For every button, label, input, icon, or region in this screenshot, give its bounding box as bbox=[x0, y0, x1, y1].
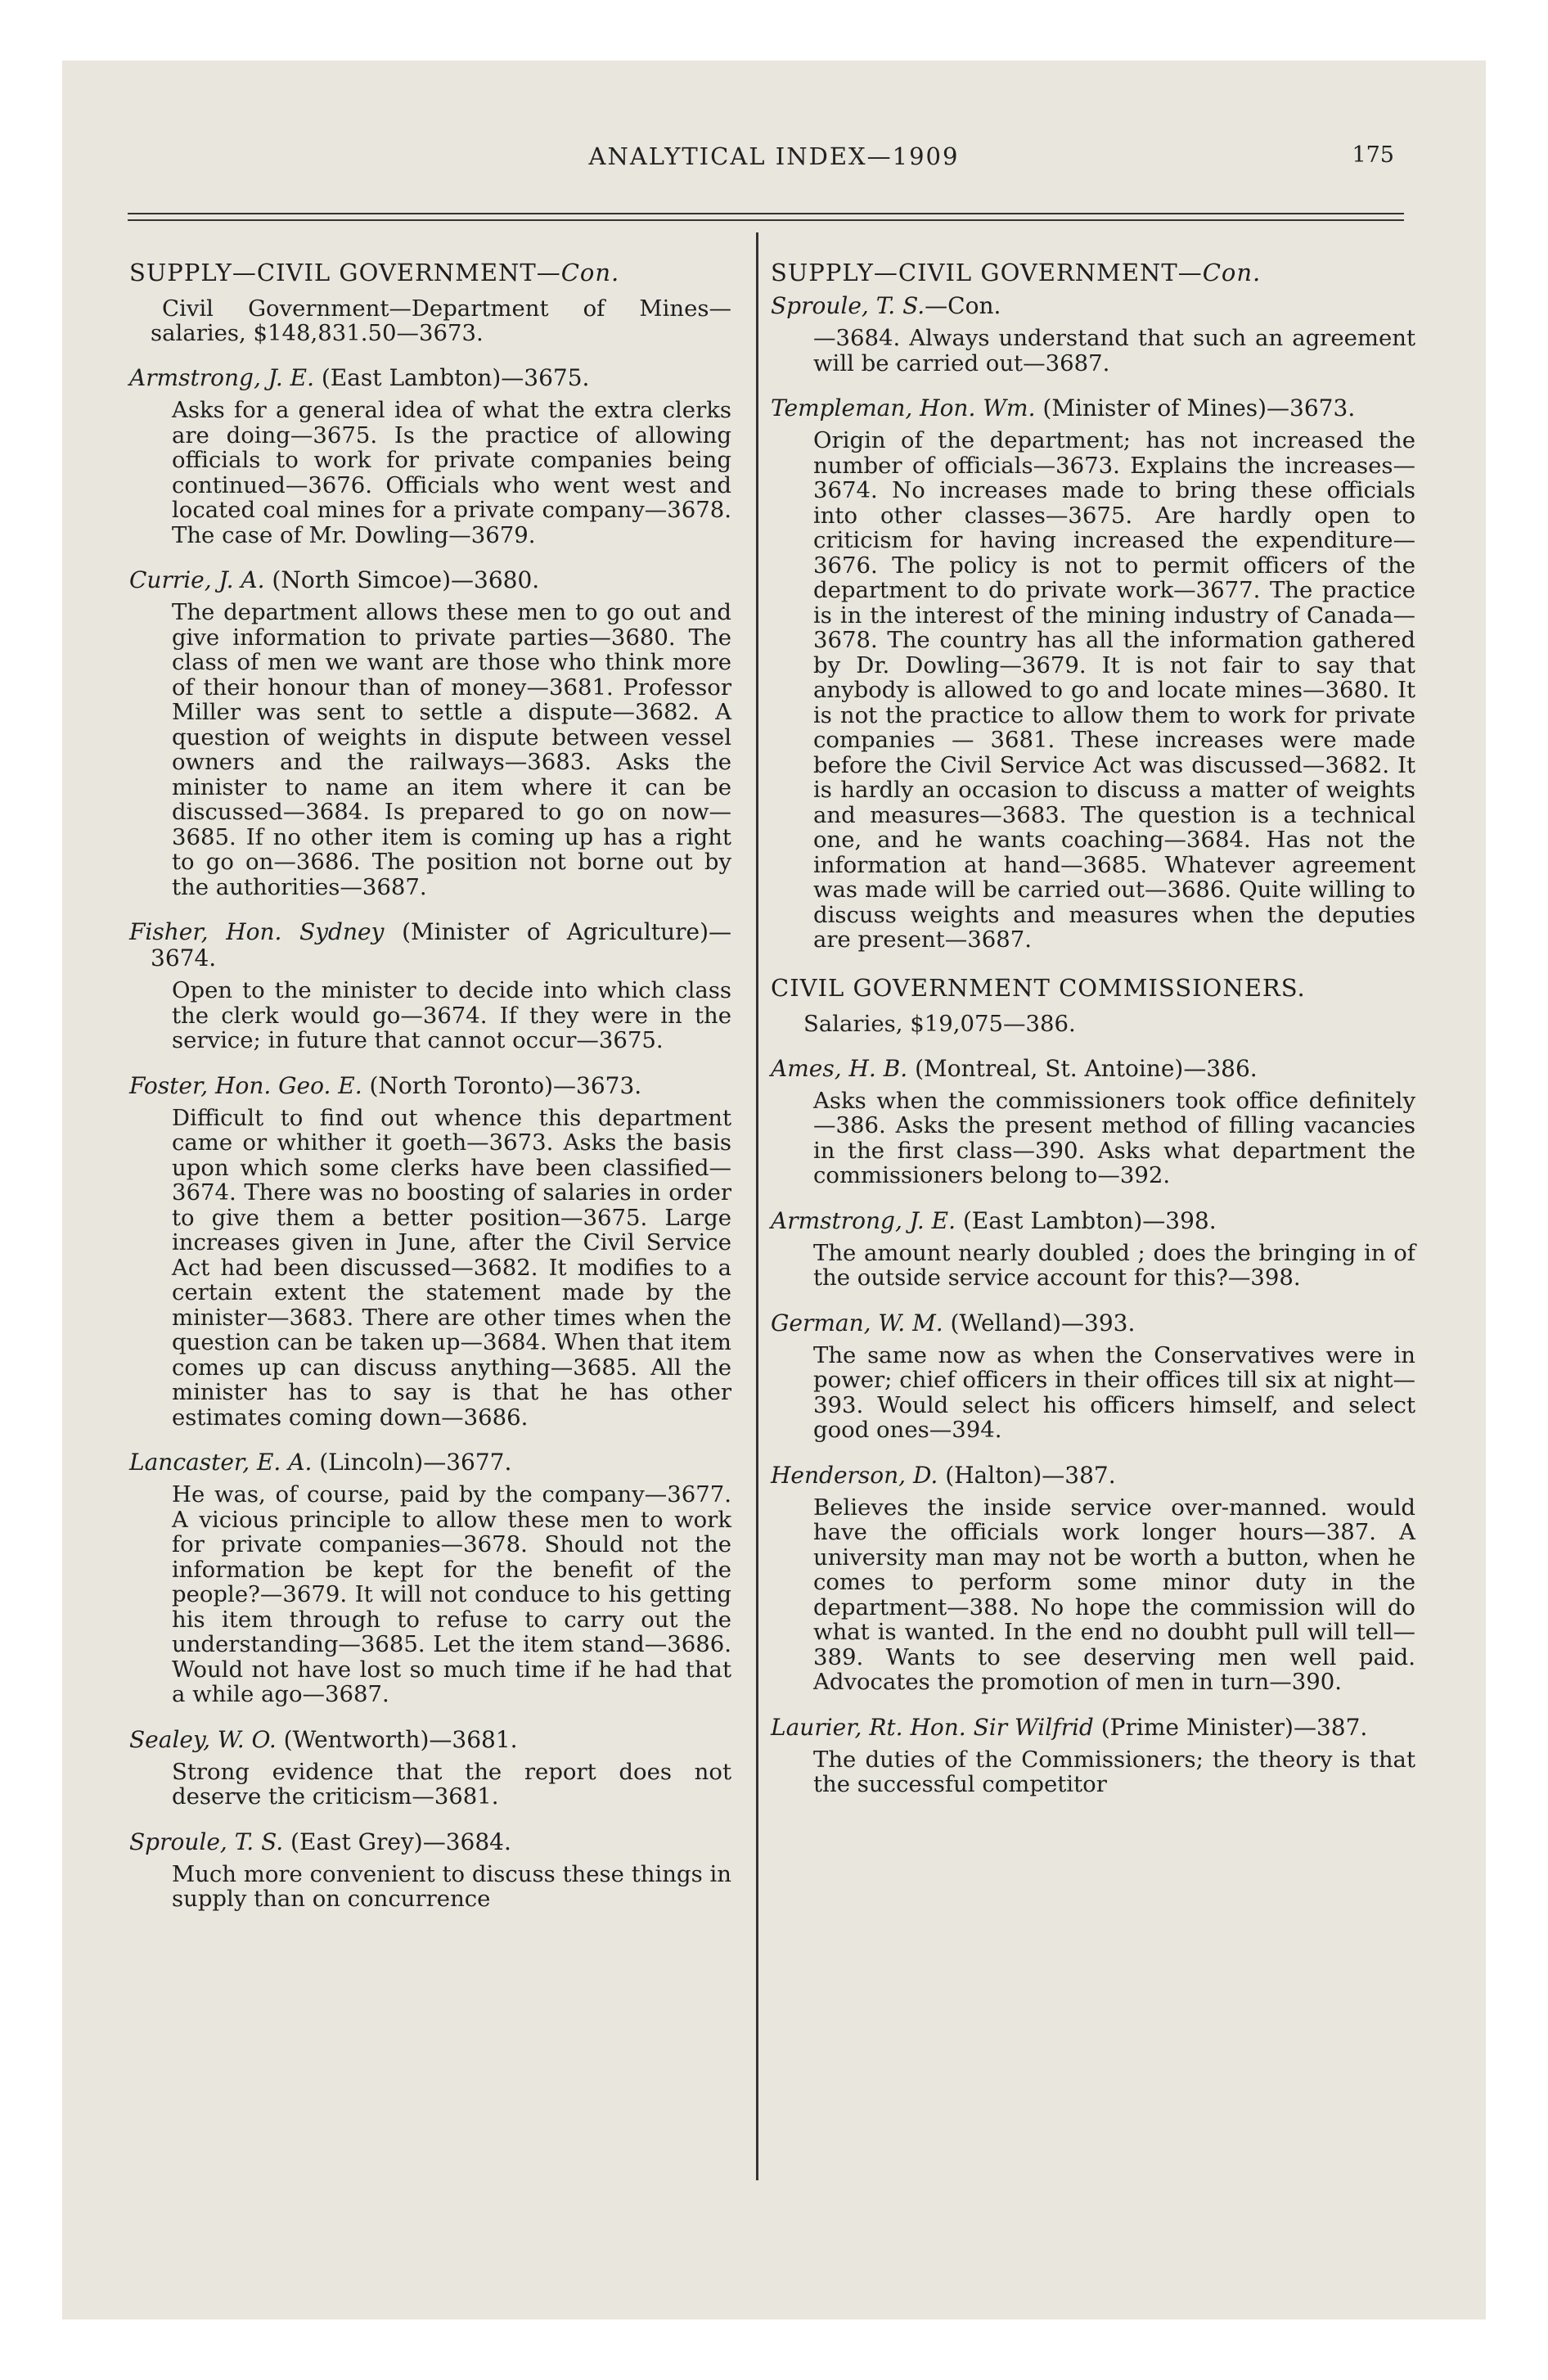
entry-body: The same now as when the Conservatives were in power; chief officers in their offices till six at night—393. Would select his officers himself, and select good ones—394. bbox=[813, 1341, 1415, 1443]
section-heading bbox=[771, 259, 1415, 286]
index-entry bbox=[771, 395, 1415, 953]
speaker-detail: (East Grey)—3684. bbox=[283, 1828, 511, 1855]
section-salaries: Salaries, $19,075—386. bbox=[803, 1010, 1076, 1037]
index-entry bbox=[129, 1829, 731, 1912]
index-entry bbox=[129, 1449, 731, 1707]
section-cont: Con. bbox=[560, 259, 620, 286]
index-entry bbox=[771, 1715, 1415, 1797]
entry-head bbox=[129, 919, 731, 971]
speaker-name: Lancaster, E. A. bbox=[129, 1449, 313, 1476]
speaker-detail: (Montreal, St. Antoine)—386. bbox=[907, 1054, 1258, 1082]
speaker-name: Templeman, Hon. Wm. bbox=[771, 394, 1036, 421]
index-entry bbox=[129, 365, 731, 548]
speaker-name: Fisher, Hon. Sydney bbox=[129, 918, 385, 945]
index-entry bbox=[129, 919, 731, 1053]
speaker-name: Laurier, Rt. Hon. Sir Wilfrid bbox=[771, 1713, 1094, 1741]
entry-head bbox=[771, 1208, 1415, 1234]
speaker-detail: (Prime Minister)—387. bbox=[1093, 1713, 1368, 1741]
section-title: SUPPLY—CIVIL GOVERNMENT— bbox=[771, 259, 1203, 286]
entry-body: Asks for a general idea of what the extra clerks are doing—3675. Is the practice of allowing officials to work for private companies being continued—3676. Officials who went west and located coal mines for a private company—3678. The case of Mr. Dowling—3679. bbox=[172, 397, 731, 548]
speaker-detail: —Con. bbox=[925, 292, 1001, 319]
index-entry bbox=[771, 1463, 1415, 1695]
entry-body: The department allows these men to go out and give information to private parties—3680. The class of men we want are those who think more of their honour than of money—3681. Professor Miller was sent to settle a dispute—3682. A question of weights in dispute between vessel owners and the railways—3683. Asks the minister to name an item where it can be discussed—3684. Is prepared to go on now—3685. If no other item is coming up has a right to go on—3686. The position not borne out by the authorities—3687. bbox=[172, 599, 731, 900]
column-divider bbox=[756, 232, 758, 2180]
section-cont: Con. bbox=[1202, 259, 1262, 286]
entry-head bbox=[129, 1727, 731, 1753]
speaker-name: Sealey, W. O. bbox=[129, 1725, 277, 1753]
speaker-detail: (Minister of Agriculture)—3674. bbox=[151, 918, 732, 971]
index-entry bbox=[129, 1073, 731, 1431]
entry-head bbox=[771, 1463, 1415, 1489]
speaker-detail: (Wentworth)—3681. bbox=[276, 1725, 518, 1753]
index-entry bbox=[129, 1727, 731, 1810]
section-heading bbox=[129, 259, 731, 286]
section-title: SUPPLY—CIVIL GOVERNMENT— bbox=[129, 259, 561, 286]
entry-body: He was, of course, paid by the company—3677. A vicious principle to allow these men to work for private companies—3678. Should not the information be kept for the benefit of the people?—3679. It will not conduce to his getting his item through to refuse to carry out the understanding—3685. Let the item stand—3686. Would not have lost so much time if he had that a while ago—3687. bbox=[172, 1481, 731, 1707]
header-double-rule bbox=[128, 213, 1404, 221]
speaker-detail: (Halton)—387. bbox=[938, 1461, 1116, 1489]
entry-body: The amount nearly doubled ; does the bringing in of the outside service account for this?—398. bbox=[813, 1239, 1415, 1291]
speaker-detail: (Minister of Mines)—3673. bbox=[1035, 394, 1356, 421]
entry-head bbox=[129, 365, 731, 391]
left-column bbox=[129, 242, 731, 1912]
speaker-name: Currie, J. A. bbox=[129, 566, 265, 593]
speaker-name: Ames, H. B. bbox=[771, 1054, 908, 1082]
page-header bbox=[62, 142, 1486, 182]
entry-head bbox=[771, 1715, 1415, 1741]
speaker-detail: (Welland)—393. bbox=[943, 1309, 1136, 1336]
index-entry bbox=[129, 567, 731, 899]
speaker-detail: (East Lambton)—3675. bbox=[313, 364, 590, 391]
entry-body: The duties of the Commissioners; the theory is that the successful competitor bbox=[813, 1746, 1415, 1797]
index-entry-continued bbox=[771, 293, 1415, 376]
entry-head bbox=[129, 1073, 731, 1099]
right-column bbox=[771, 242, 1415, 1797]
entry-body: Open to the minister to decide into which class the clerk would go—3674. If they were in the service; in future that cannot occur—3675. bbox=[172, 977, 731, 1053]
entry-head bbox=[771, 395, 1415, 421]
speaker-name: Armstrong, J. E. bbox=[129, 364, 314, 391]
entry-body: Difficult to find out whence this department came or whither it goeth—3673. Asks the basis upon which some clerks have been classified—3674. There was no boosting of salaries in order to give them a better position—3675. Large increases given in June, after the Civil Service Act had been discussed—3682. It modifies to a certain extent the statement made by the minister—3683. There are other times when the question can be taken up—3684. When that item comes up can discuss anything—3685. All the minister has to say is that he has other estimates coming down—3686. bbox=[172, 1104, 731, 1431]
speaker-name: German, W. M. bbox=[771, 1309, 943, 1336]
speaker-detail: (North Simcoe)—3680. bbox=[264, 566, 540, 593]
entry-body: Strong evidence that the report does not deserve the criticism—3681. bbox=[172, 1758, 731, 1810]
page-number: 175 bbox=[1352, 142, 1394, 168]
scanned-page bbox=[62, 61, 1486, 2319]
speaker-detail: (North Toronto)—3673. bbox=[362, 1071, 642, 1099]
speaker-name: Armstrong, J. E. bbox=[771, 1206, 956, 1234]
index-entry bbox=[771, 1310, 1415, 1443]
entry-body: —3684. Always understand that such an agreement will be carried out—3687. bbox=[813, 325, 1415, 376]
entry-body: Asks when the commissioners took office definitely—386. Asks the present method of filling vacancies in the first class—390. Asks what department the commissioners belong to—392. bbox=[813, 1087, 1415, 1188]
speaker-name: Henderson, D. bbox=[771, 1461, 938, 1489]
speaker-detail: (East Lambton)—398. bbox=[955, 1206, 1217, 1234]
index-entry bbox=[771, 1056, 1415, 1188]
section-heading-commissioners: CIVIL GOVERNMENT COMMISSIONERS. bbox=[771, 973, 1306, 1002]
speaker-name: Sproule, T. S. bbox=[129, 1828, 284, 1855]
entry-head bbox=[129, 567, 731, 593]
running-title: ANALYTICAL INDEX—1909 bbox=[588, 142, 960, 170]
entry-body: Much more convenient to discuss these things in supply than on concurrence bbox=[172, 1860, 731, 1912]
entry-head bbox=[771, 1310, 1415, 1336]
section-intro: Civil Government—Department of Mines—salaries, $148,831.50—3673. bbox=[151, 295, 731, 346]
entry-head bbox=[129, 1449, 731, 1476]
entry-head bbox=[129, 1829, 731, 1855]
entry-head bbox=[771, 1056, 1415, 1082]
entry-body: Origin of the department; has not increased the number of officials—3673. Explains the increases—3674. No increases made to bring these officials into other classes—3675. Are hardly open to criticism for having increased the expenditure—3676. The policy is not to permit officers of the department to do private work—3677. The practice is in the interest of the mining industry of Canada—3678. The country has all the information gathered by Dr. Dowling—3679. It is not fair to say that anybody is allowed to go and locate mines—3680. It is not the practice to allow them to work for private companies — 3681. These increases were made before the Civil Service Act was discussed—3682. It is hardly an occasion to discuss a matter of weights and measures—3683. The question is a technical one, and he wants coaching—3684. Has not the information at hand—3685. Whatever agreement was made will be carried out—3686. Quite willing to discuss weights and measures when the deputies are present—3687. bbox=[813, 427, 1415, 953]
speaker-detail: (Lincoln)—3677. bbox=[312, 1449, 512, 1476]
entry-body: Believes the inside service over-manned. would have the officials work longer hours—387. A university man may not be worth a button, when he comes to perform some minor duty in the department—388. No hope the commission will do what is wanted. In the end no doubht pull will tell—389. Wants to see deserving men well paid. Advocates the promotion of men in turn—390. bbox=[813, 1494, 1415, 1695]
speaker-name: Foster, Hon. Geo. E. bbox=[129, 1071, 362, 1099]
speaker-name: Sproule, T. S. bbox=[771, 292, 925, 319]
index-entry bbox=[771, 1208, 1415, 1291]
entry-head bbox=[771, 293, 1415, 319]
